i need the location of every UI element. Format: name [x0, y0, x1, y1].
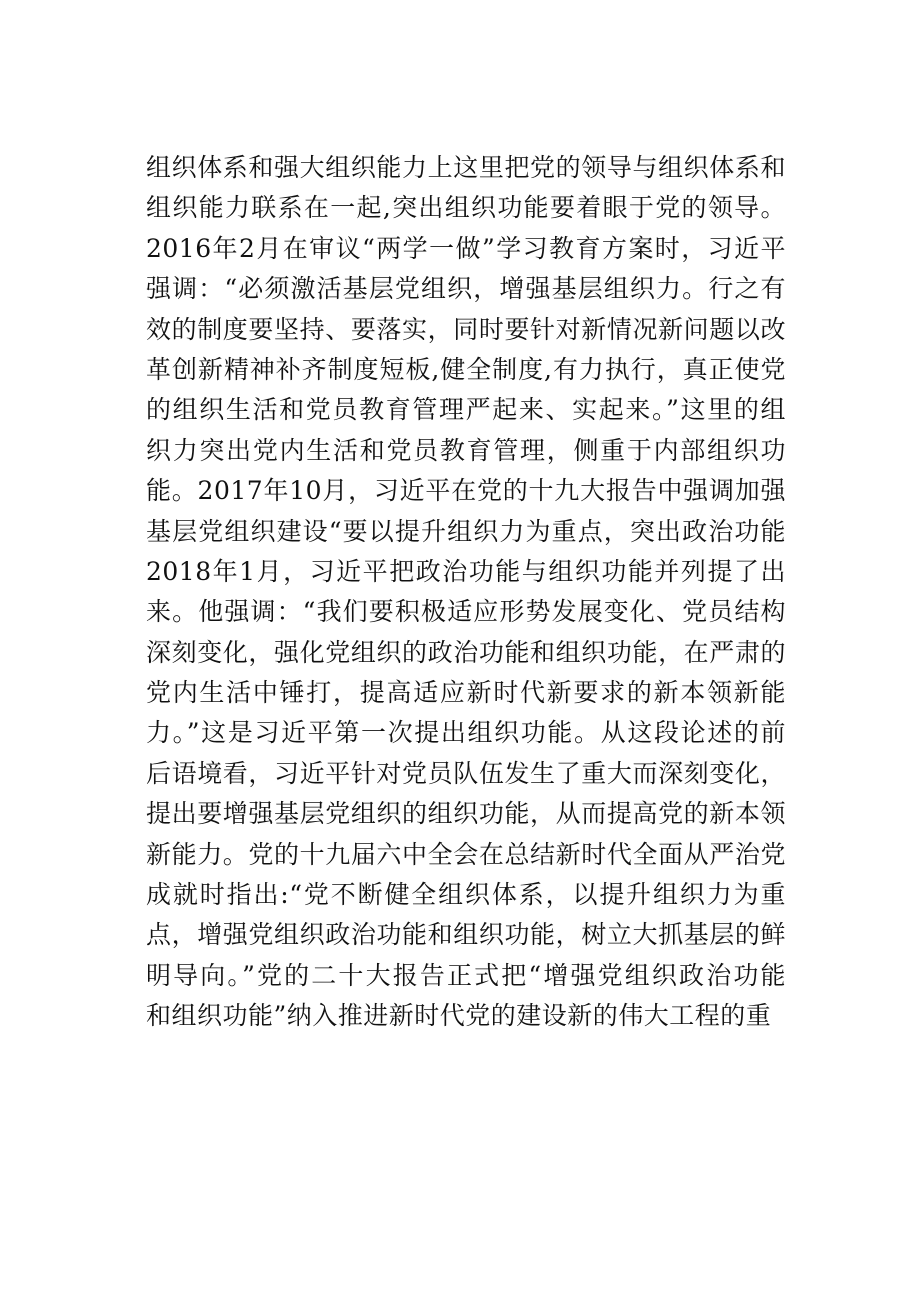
text-line: 明导向。”党的二十大报告正式把“增强党组织政治功能 — [146, 960, 786, 990]
text-line: 党内生活中锤打，提高适应新时代新要求的新本领新能 — [146, 678, 786, 708]
text-line: 点，增强党组织政治功能和组织功能，树立大抓基层的鲜 — [146, 920, 786, 950]
text-line: 强调：“必须激活基层党组织，增强基层组织力。行之有 — [146, 274, 786, 304]
text-line: 的组织生活和党员教育管理严起来、实起来。”这里的组 — [146, 395, 786, 425]
text-line: 成就时指出:“党不断健全组织体系，以提升组织力为重 — [146, 880, 786, 910]
text-line: 2016年2月在审议“两学一做”学习教育方案时，习近平 — [146, 233, 786, 263]
text-line: 组织能力联系在一起,突出组织功能要着眼于党的领导。 — [146, 193, 786, 223]
text-line: 组织体系和强大组织能力上这里把党的领导与组织体系和 — [146, 153, 786, 182]
text-line: 后语境看，习近平针对党员队伍发生了重大而深刻变化， — [146, 758, 786, 788]
text-line: 织力突出党内生活和党员教育管理，侧重于内部组织功 — [146, 435, 786, 465]
text-line: 来。他强调：“我们要积极适应形势发展变化、党员结构 — [146, 597, 786, 627]
text-line: 深刻变化，强化党组织的政治功能和组织功能，在严肃的 — [146, 637, 786, 667]
text-line: 效的制度要坚持、要落实，同时要针对新情况新问题以改 — [146, 314, 786, 344]
text-line: 能。2017年10月，习近平在党的十九大报告中强调加强 — [146, 476, 786, 506]
text-line: 力。”这是习近平第一次提出组织功能。从这段论述的前 — [146, 718, 786, 748]
text-line: 和组织功能”纳入推进新时代党的建设新的伟大工程的重 — [146, 1001, 772, 1031]
body-text — [146, 148, 786, 1037]
text-line: 基层党组织建设“要以提升组织力为重点，突出政治功能 — [146, 516, 786, 546]
text-line: 提出要增强基层党组织的组织功能，从而提高党的新本领 — [146, 799, 786, 829]
text-line: 2018年1月，习近平把政治功能与组织功能并列提了出 — [146, 556, 786, 586]
text-line: 新能力。党的十九届六中全会在总结新时代全面从严治党 — [146, 839, 786, 869]
text-line: 革创新精神补齐制度短板,健全制度,有力执行，真正使党 — [146, 354, 786, 384]
